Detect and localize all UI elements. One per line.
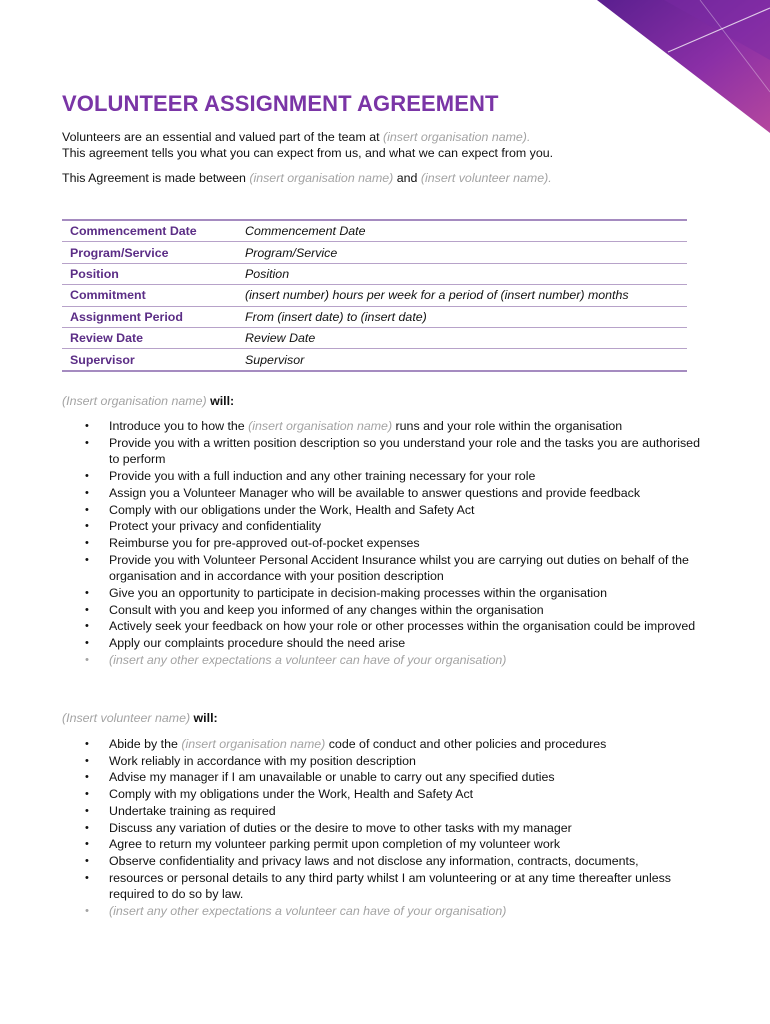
item-text: Undertake training as required xyxy=(109,803,276,818)
item-text: Actively seek your feedback on how your role or other processes within the organisation could be improved xyxy=(109,619,696,634)
org-name-placeholder: (Insert organisation name) xyxy=(62,394,207,408)
list-item xyxy=(62,535,712,552)
list-item xyxy=(62,870,712,903)
bullet-icon: • xyxy=(85,637,89,650)
item-text: resources or personal details to any third party whilst I am volunteering or at any time thereafter unless required to do so by law. xyxy=(109,870,671,902)
table-row xyxy=(62,349,687,371)
list-item xyxy=(62,418,712,435)
bullet-icon: • xyxy=(85,620,89,633)
bullet-icon: • xyxy=(85,854,89,867)
list-item xyxy=(62,736,712,753)
item-text: Consult with you and keep you informed of any changes within the organisation xyxy=(109,602,544,617)
list-item xyxy=(62,836,712,853)
table-row xyxy=(62,327,687,348)
bullet-icon: • xyxy=(85,536,89,549)
volunteer-section-heading xyxy=(62,711,218,725)
row-value: Commencement Date xyxy=(237,220,687,242)
item-text: Introduce you to how the xyxy=(109,419,249,433)
bullet-icon: • xyxy=(85,520,89,533)
corner-decoration xyxy=(0,0,770,140)
list-item xyxy=(62,853,712,870)
volunteer-commitments-list xyxy=(62,736,712,920)
item-text: Discuss any variation of duties or the desire to move to other tasks with my manager xyxy=(109,820,572,835)
item-text: Provide you with a full induction and any other training necessary for your role xyxy=(109,469,536,484)
will-label: will: xyxy=(193,711,218,725)
list-item xyxy=(62,502,712,519)
org-name-placeholder: (insert organisation name) xyxy=(248,419,393,433)
item-text: Observe confidentiality and privacy laws and not disclose any information, contracts, documents, xyxy=(109,853,639,868)
org-name-placeholder: (insert organisation name) xyxy=(249,171,394,185)
list-item xyxy=(62,769,712,786)
volunteer-name-placeholder: (Insert volunteer name) xyxy=(62,711,191,725)
table-row xyxy=(62,220,687,242)
list-item-placeholder xyxy=(62,903,712,920)
item-text: Provide you with Volunteer Personal Accident Insurance whilst you are carrying out duties on behalf of the organisation and in accordance with your position description xyxy=(109,552,689,584)
item-text: Give you an opportunity to participate in decision-making processes within the organisation xyxy=(109,586,607,601)
item-text: Reimburse you for pre-approved out-of-pocket expenses xyxy=(109,535,420,550)
item-text: Abide by the xyxy=(109,737,182,751)
org-name-placeholder: (insert organisation name) xyxy=(181,737,326,751)
bullet-icon: • xyxy=(85,653,89,666)
bullet-icon: • xyxy=(85,587,89,600)
list-item xyxy=(62,585,712,602)
row-value: Program/Service xyxy=(237,242,687,263)
row-value: From (insert date) to (insert date) xyxy=(237,306,687,327)
row-value: Supervisor xyxy=(237,349,687,371)
row-label: Position xyxy=(62,263,237,284)
list-item xyxy=(62,635,712,652)
list-item-placeholder xyxy=(62,652,712,669)
row-label: Commitment xyxy=(62,285,237,306)
item-text: Advise my manager if I am unavailable or unable to carry out any specified duties xyxy=(109,770,555,785)
document-title: VOLUNTEER ASSIGNMENT AGREEMENT xyxy=(62,91,499,116)
list-item xyxy=(62,820,712,837)
item-text: Apply our complaints procedure should the need arise xyxy=(109,636,406,651)
list-item xyxy=(62,518,712,535)
item-text: (insert any other expectations a volunteer can have of your organisation) xyxy=(109,652,507,667)
item-text: runs and your role within the organisation xyxy=(392,419,623,433)
bullet-icon: • xyxy=(85,905,89,918)
org-commitments-list xyxy=(62,418,712,669)
table-row xyxy=(62,306,687,327)
list-item xyxy=(62,602,712,619)
bullet-icon: • xyxy=(85,804,89,817)
table-row xyxy=(62,285,687,306)
row-value: Position xyxy=(237,263,687,284)
bullet-icon: • xyxy=(85,420,89,432)
row-label: Assignment Period xyxy=(62,306,237,327)
row-label: Review Date xyxy=(62,327,237,348)
row-value: (insert number) hours per week for a period of (insert number) months xyxy=(237,285,687,306)
bullet-icon: • xyxy=(85,788,89,801)
row-label: Supervisor xyxy=(62,349,237,371)
item-text: Agree to return my volunteer parking permit upon completion of my volunteer work xyxy=(109,837,561,852)
bullet-icon: • xyxy=(85,771,89,784)
org-section-heading xyxy=(62,394,234,408)
bullet-icon: • xyxy=(85,436,89,449)
table-row xyxy=(62,242,687,263)
bullet-icon: • xyxy=(85,553,89,566)
list-item xyxy=(62,485,712,502)
table-row xyxy=(62,263,687,284)
bullet-icon: • xyxy=(85,603,89,616)
item-text: code of conduct and other policies and procedures xyxy=(325,737,607,751)
bullet-icon: • xyxy=(85,821,89,834)
item-text: (insert any other expectations a volunteer can have of your organisation) xyxy=(109,904,507,919)
intro-text: Volunteers are an essential and valued part of the team at xyxy=(62,130,383,144)
made-between-prefix: This Agreement is made between xyxy=(62,171,250,185)
bullet-icon: • xyxy=(85,470,89,483)
list-item xyxy=(62,468,712,485)
assignment-details-table xyxy=(62,219,687,372)
intro-paragraph xyxy=(62,129,553,161)
volunteer-name-placeholder: (insert volunteer name). xyxy=(420,171,552,185)
bullet-icon: • xyxy=(85,486,89,499)
item-text: Protect your privacy and confidentiality xyxy=(109,519,322,534)
bullet-icon: • xyxy=(85,503,89,516)
list-item xyxy=(62,786,712,803)
made-between-paragraph xyxy=(62,170,552,186)
row-value: Review Date xyxy=(237,327,687,348)
item-text: Comply with our obligations under the Work, Health and Safety Act xyxy=(109,502,475,517)
and-text: and xyxy=(393,171,421,185)
item-text: Provide you with a written position description so you understand your role and the tasks you are authorised to perform xyxy=(109,435,700,467)
list-item xyxy=(62,753,712,770)
list-item xyxy=(62,618,712,635)
list-item xyxy=(62,435,712,468)
will-label: will: xyxy=(210,394,235,408)
bullet-icon: • xyxy=(85,754,89,767)
bullet-icon: • xyxy=(85,838,89,851)
item-text: Assign you a Volunteer Manager who will be available to answer questions and provide feedback xyxy=(109,485,641,500)
list-item xyxy=(62,552,712,585)
item-text: Work reliably in accordance with my position description xyxy=(109,753,416,768)
row-label: Commencement Date xyxy=(62,220,237,242)
item-text: Comply with my obligations under the Work, Health and Safety Act xyxy=(109,787,474,802)
org-name-placeholder: (insert organisation name). xyxy=(383,130,531,144)
row-label: Program/Service xyxy=(62,242,237,263)
list-item xyxy=(62,803,712,820)
bullet-icon: • xyxy=(85,871,89,884)
bullet-icon: • xyxy=(85,738,89,750)
intro-text-2: This agreement tells you what you can expect from us, and what we can expect from you. xyxy=(62,146,554,160)
